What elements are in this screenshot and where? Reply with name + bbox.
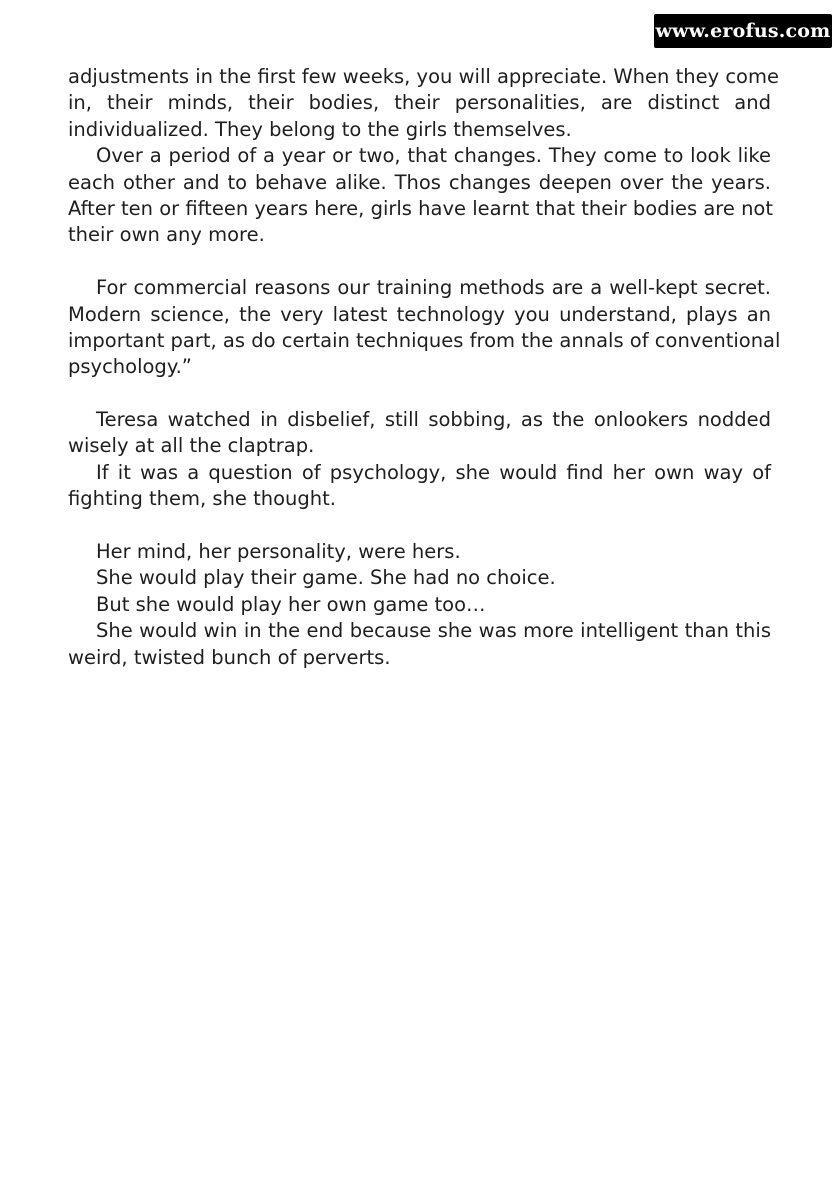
text-line: She would play their game. She had no choice. — [96, 566, 556, 590]
text-line: She would win in the end because she was more intelligent than this — [96, 619, 771, 643]
text-line: After ten or fifteen years here, girls have learnt that their bodies are not — [68, 196, 774, 220]
text-line: adjustments in the first few weeks, you will appreciate. When they come — [68, 65, 779, 88]
text-line: If it was a question of psychology, she would find her own way of — [96, 460, 771, 484]
text-line: Her mind, her personality, were hers. — [96, 540, 461, 564]
paragraph-gap — [68, 249, 771, 275]
text-line: wisely at all the claptrap. — [68, 434, 315, 458]
paragraph-gap — [68, 513, 771, 539]
page-text — [68, 64, 781, 671]
watermark-logo — [654, 14, 832, 48]
text-line: each other and to behave alike. Thos changes deepen over the years. — [68, 170, 771, 194]
text-line: important part, as do certain techniques from the annals of conventional — [68, 328, 781, 352]
text-line: psychology.” — [68, 355, 192, 379]
text-line: But she would play her own game too… — [96, 592, 486, 616]
text-line: Over a period of a year or two, that changes. They come to look like — [96, 144, 771, 168]
text-line: For commercial reasons our training methods are a well-kept secret. — [96, 276, 771, 300]
text-line: fighting them, she thought. — [68, 487, 337, 511]
text-line: weird, twisted bunch of perverts. — [68, 645, 391, 669]
text-line: in, their minds, their bodies, their personalities, are distinct and — [68, 91, 771, 115]
text-line: Modern science, the very latest technology you understand, plays an — [68, 302, 771, 326]
text-line: their own any more. — [68, 223, 265, 247]
text-line: Teresa watched in disbelief, still sobbing, as the onlookers nodded — [96, 408, 771, 432]
paragraph-gap — [68, 381, 771, 407]
text-line: individualized. They belong to the girls themselves. — [68, 117, 572, 141]
watermark-text: www.erofus.com — [655, 20, 831, 42]
